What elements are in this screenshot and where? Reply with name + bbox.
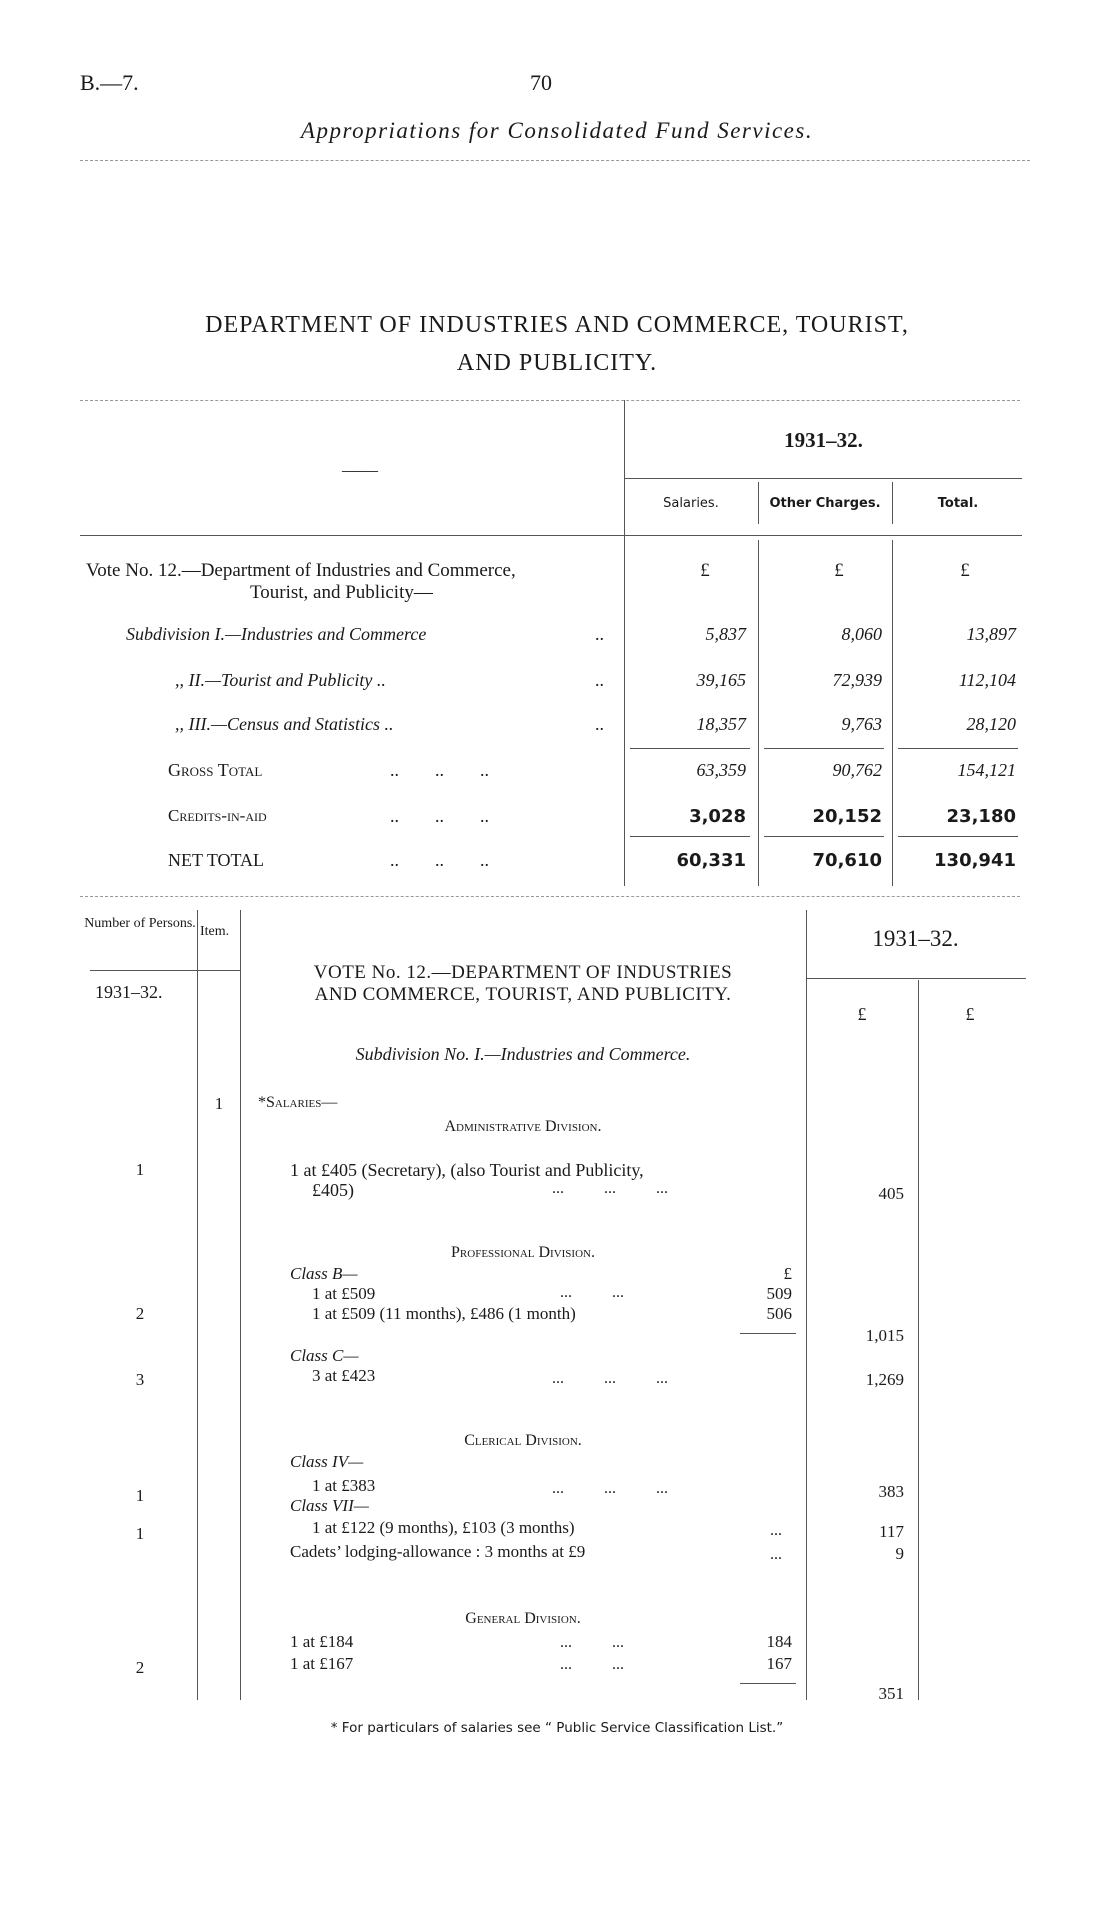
class-b-line1-amount: 509 xyxy=(766,1284,792,1303)
summary-bottom-rule xyxy=(80,896,1020,897)
detail-vote-line1: VOTE No. 12.—DEPARTMENT OF INDUSTRIES xyxy=(313,962,733,983)
class-vii-label: Class VII— xyxy=(290,1496,369,1515)
persons-count: 1 xyxy=(135,1486,145,1505)
summary-row-other: 72,939 xyxy=(832,670,882,690)
general-line2-dots: ... ... xyxy=(560,1656,624,1673)
class-vii-line: 1 at £122 (9 months), £103 (3 months) xyxy=(312,1518,575,1537)
class-b-line1-dots: ... ... xyxy=(560,1284,624,1301)
summary-row-label: ,, II.—Tourist and Publicity .. xyxy=(175,670,386,690)
clerical-division-heading: Clerical Division. xyxy=(464,1432,582,1449)
summary-row-total: 112,104 xyxy=(958,670,1016,690)
class-c-total: 1,269 xyxy=(865,1370,904,1389)
summary-row-salaries: 3,028 xyxy=(689,806,746,827)
summary-vote-line1: Vote No. 12.—Department of Industries and Commerce, xyxy=(86,560,516,581)
summary-row-total: 23,180 xyxy=(946,806,1016,827)
summary-vote-line2: Tourist, and Publicity— xyxy=(250,582,433,603)
class-b-line2-amount: 506 xyxy=(766,1304,792,1323)
summary-row-dots: .. .. .. xyxy=(390,760,489,780)
summary-row-salaries: 63,359 xyxy=(696,760,746,780)
cadets-amount: 9 xyxy=(895,1544,904,1563)
admin-line1: 1 at £405 (Secretary), (also Tourist and Publicity, xyxy=(290,1160,644,1180)
class-c-line: 3 at £423 xyxy=(312,1366,376,1385)
report-reference: B.—7. xyxy=(80,70,139,95)
currency-total: £ xyxy=(960,560,970,581)
class-iv-line: 1 at £383 xyxy=(312,1476,376,1495)
summary-row-label: ,, III.—Census and Statistics .. xyxy=(175,714,394,734)
persons-count: 3 xyxy=(135,1370,145,1389)
summary-row-other: 8,060 xyxy=(841,624,882,644)
header-rule xyxy=(80,160,1030,161)
detail-currency-2: £ xyxy=(965,1004,975,1024)
summary-row-label: NET TOTAL xyxy=(168,850,265,870)
class-iv-amount: 383 xyxy=(878,1482,904,1501)
general-line1-amount: 184 xyxy=(766,1632,792,1651)
col-other-charges: Other Charges. xyxy=(769,496,881,511)
col-number-of-persons: Number of Persons. xyxy=(84,916,196,931)
detail-vote-line2: AND COMMERCE, TOURIST, AND PUBLICITY. xyxy=(314,984,732,1005)
page-number: 70 xyxy=(530,70,552,95)
class-c-dots: ... ... ... xyxy=(552,1370,668,1387)
class-c-label: Class C— xyxy=(290,1346,359,1365)
summary-row-total: 154,121 xyxy=(957,760,1016,780)
cadets-allowance-line: Cadets’ lodging-allowance : 3 months at £9 xyxy=(290,1542,586,1561)
class-b-label: Class B— xyxy=(290,1264,358,1283)
summary-row-total: 28,120 xyxy=(966,714,1016,734)
summary-year-header: 1931–32. xyxy=(784,428,863,452)
administrative-division-heading: Administrative Division. xyxy=(444,1118,602,1135)
class-iv-dots: ... ... ... xyxy=(552,1480,668,1497)
professional-pound-sign: £ xyxy=(783,1264,792,1283)
salaries-heading: *Salaries— xyxy=(258,1094,338,1111)
currency-salaries: £ xyxy=(700,560,710,581)
summary-blank-header: —— xyxy=(342,460,378,480)
class-b-total: 1,015 xyxy=(865,1326,904,1345)
summary-year-rule xyxy=(624,478,1022,479)
detail-year-right: 1931–32. xyxy=(872,926,959,951)
admin-line2: £405) xyxy=(312,1180,354,1200)
summary-row-dots: .. xyxy=(595,670,604,690)
summary-row-total: 130,941 xyxy=(934,850,1016,871)
persons-count: 1 xyxy=(135,1524,145,1543)
summary-row-label: Subdivision I.—Industries and Commerce xyxy=(126,624,427,644)
summary-row-salaries: 5,837 xyxy=(705,624,746,644)
class-b-line2: 1 at £509 (11 months), £486 (1 month) xyxy=(312,1304,576,1323)
class-vii-dots: ... xyxy=(770,1522,782,1539)
summary-row-other: 90,762 xyxy=(832,760,882,780)
class-vii-amount: 117 xyxy=(879,1522,904,1541)
department-title-line2: AND PUBLICITY. xyxy=(456,350,658,376)
professional-division-heading: Professional Division. xyxy=(451,1244,595,1261)
general-line2-amount: 167 xyxy=(766,1654,792,1673)
general-line1-dots: ... ... xyxy=(560,1634,624,1651)
general-division-heading: General Division. xyxy=(465,1610,581,1627)
general-line2: 1 at £167 xyxy=(290,1654,354,1673)
summary-row-dots: .. .. .. xyxy=(390,806,489,826)
currency-other: £ xyxy=(834,560,844,581)
item-number: 1 xyxy=(214,1094,224,1113)
summary-header-rule xyxy=(80,535,1022,536)
admin-amount: 405 xyxy=(878,1184,904,1203)
summary-row-other: 70,610 xyxy=(812,850,882,871)
footnote: * For particulars of salaries see “ Public Service Classification List.” xyxy=(330,1720,784,1736)
summary-row-dots: .. .. .. xyxy=(390,850,489,870)
class-b-line1: 1 at £509 xyxy=(312,1284,376,1303)
summary-row-salaries: 39,165 xyxy=(696,670,746,690)
cadets-dots: ... xyxy=(770,1546,782,1563)
summary-row-other: 20,152 xyxy=(812,806,882,827)
summary-row-salaries: 18,357 xyxy=(696,714,746,734)
summary-row-total: 13,897 xyxy=(966,624,1016,644)
persons-count: 1 xyxy=(135,1160,145,1179)
summary-row-label: Credits-in-aid xyxy=(168,806,267,825)
admin-dots: ... ... ... xyxy=(552,1180,668,1197)
detail-currency-1: £ xyxy=(857,1004,867,1024)
summary-divider xyxy=(624,400,625,886)
class-iv-label: Class IV— xyxy=(290,1452,364,1471)
summary-row-salaries: 60,331 xyxy=(676,850,746,871)
running-title: Appropriations for Consolidated Fund Services. xyxy=(300,118,814,143)
col-salaries: Salaries. xyxy=(663,496,719,511)
persons-count: 2 xyxy=(135,1304,145,1323)
summary-top-rule xyxy=(80,400,1020,401)
summary-row-label: Gross Total xyxy=(168,760,263,780)
col-total: Total. xyxy=(937,496,979,511)
department-title-line1: DEPARTMENT OF INDUSTRIES AND COMMERCE, TOURIST, xyxy=(205,312,909,338)
detail-year-left: 1931–32. xyxy=(95,982,163,1002)
summary-row-other: 9,763 xyxy=(841,714,882,734)
summary-row-dots: .. xyxy=(595,624,604,644)
summary-row-dots: .. xyxy=(595,714,604,734)
general-total: 351 xyxy=(878,1684,904,1703)
col-item: Item. xyxy=(200,924,230,939)
subdivision-title: Subdivision No. I.—Industries and Commerce. xyxy=(355,1044,691,1064)
general-line1: 1 at £184 xyxy=(290,1632,354,1651)
persons-count: 2 xyxy=(135,1658,145,1677)
